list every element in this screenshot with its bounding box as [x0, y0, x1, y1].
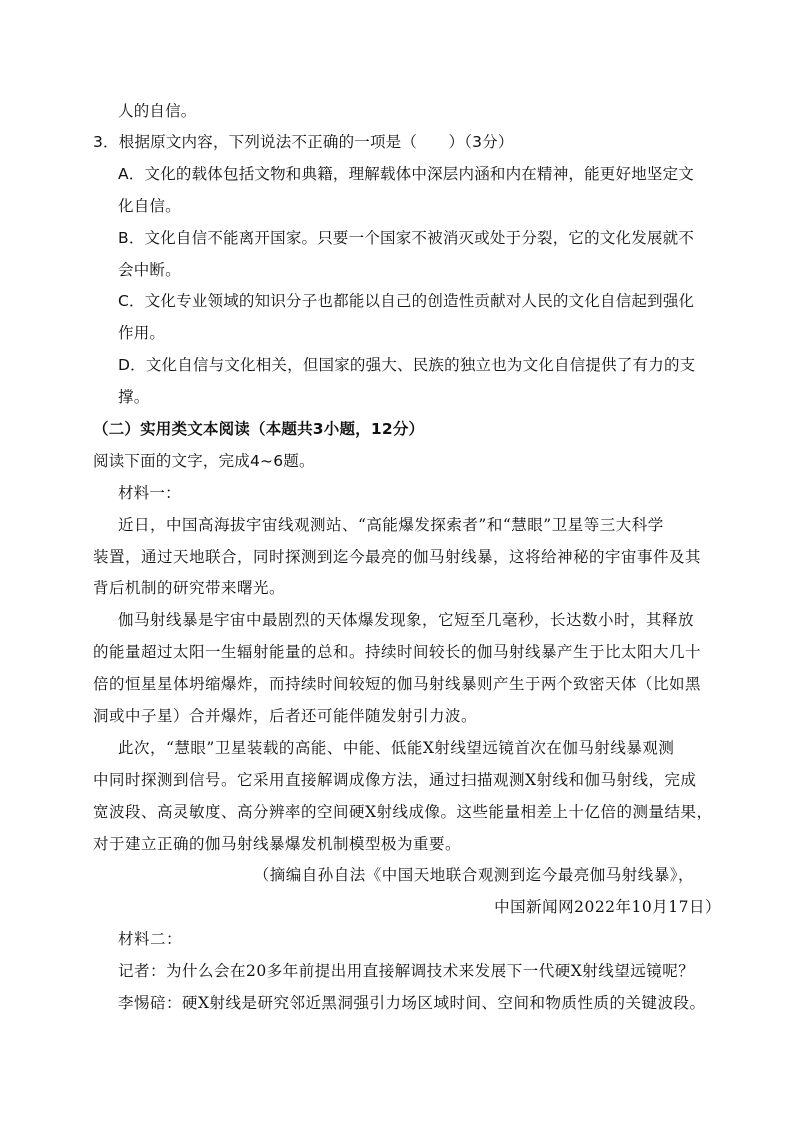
option-d-line1: D．文化自信与文化相关，但国家的强大、民族的独立也为文化自信提供了有力的支 [118, 356, 696, 374]
option-c-line2: 作用。 [118, 324, 166, 342]
material-1-line: 倍的恒星星体坍缩爆炸，而持续时间较短的伽马射线暴则产生于两个致密天体（比如黑 [93, 675, 702, 693]
material-1-source-line2: 中国新闻网2022年10月17日） [494, 898, 721, 916]
material-1-label: 材料一： [118, 484, 181, 502]
material-1-line: 对于建立正确的伽马射线暴爆发机制模型极为重要。 [93, 835, 462, 853]
material-1-line: 的能量超过太阳一生辐射能量的总和。持续时间较长的伽马射线暴产生于比太阳大几十 [93, 643, 702, 661]
option-b-line1: B．文化自信不能离开国家。只要一个国家不被消灭或处于分裂，它的文化发展就不 [118, 229, 695, 247]
section-2-heading: （二）实用类文本阅读（本题共3小题，12分） [93, 420, 425, 438]
option-a-line1: A．文化的载体包括文物和典籍，理解载体中深层内涵和内在精神，能更好地坚定文 [118, 165, 695, 183]
material-1-line: 装置，通过天地联合，同时探测到迄今最亮的伽马射线暴，这将给神秘的宇宙事件及其 [93, 548, 702, 566]
section-2-instruction: 阅读下面的文字，完成4~6题。 [93, 452, 315, 470]
option-b-line2: 会中断。 [118, 261, 181, 279]
material-2-label: 材料二： [118, 930, 183, 948]
option-c-line1: C．文化专业领域的知识分子也都能以自己的创造性贡献对人民的文化自信起到强化 [118, 292, 695, 310]
material-2-line: 李惕碚：硬X射线是研究邻近黑洞强引力场区域时间、空间和物质性质的关键波段。 [118, 994, 706, 1012]
question-3-stem: 3．根据原文内容，下列说法不正确的一项是（ ）（3分） [93, 133, 514, 151]
option-a-line2: 化自信。 [118, 197, 181, 215]
material-1-line: 近日，中国高海拔宇宙线观测站、“高能爆发探索者”和“慧眼”卫星等三大科学 [118, 516, 664, 534]
q2-answer-tail: 人的自信。 [118, 102, 197, 120]
material-2-line: 记者：为什么会在20多年前提出用直接解调技术来发展下一代硬X射线望远镜呢？ [118, 962, 695, 980]
material-1-line: 伽马射线暴是宇宙中最剧烈的天体爆发现象，它短至几毫秒，长达数小时，其释放 [118, 611, 695, 629]
material-1-line: 洞或中子星）合并爆炸，后者还可能伴随发射引力波。 [93, 707, 478, 725]
material-1-line: 背后机制的研究带来曙光。 [93, 579, 286, 597]
material-1-line: 宽波段、高灵敏度、高分辨率的空间硬X射线成像。这些能量相差上十亿倍的测量结果， [93, 803, 713, 821]
material-1-source-line1: （摘编自孙自法《中国天地联合观测到迄今最亮伽马射线暴》， [253, 866, 694, 884]
material-1-line: 中同时探测到信号。它采用直接解调成像方法，通过扫描观测X射线和伽马射线，完成 [93, 771, 697, 789]
option-d-line2: 撑。 [118, 388, 150, 406]
material-1-line: 此次，“慧眼”卫星装载的高能、中能、低能X射线望远镜首次在伽马射线暴观测 [118, 739, 675, 757]
